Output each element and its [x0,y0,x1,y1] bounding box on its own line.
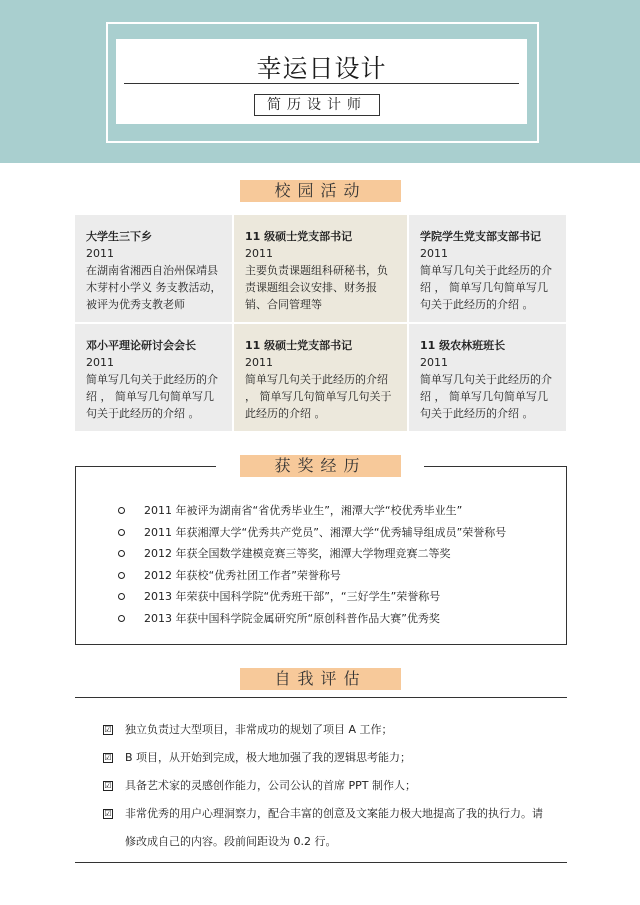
checkbox-icon: ☑ [104,753,112,762]
award-text: 2013 年荣获中国科学院“优秀班干部”，“三好学生”荣誉称号 [144,590,441,603]
award-text: 2011 年被评为湖南省“省优秀毕业生”，湘潭大学“校优秀毕业生” [144,504,463,517]
activity-card [409,324,566,431]
evaluation-text: 独立负责过大型项目，非常成功的规划了项目 A 工作； [125,723,393,736]
bullet-icon [118,572,125,579]
section-title-awards: 获奖经历 [240,455,401,477]
activity-title: 11 级硕士党支部书记 [245,339,353,352]
activity-title: 邓小平理论研讨会会长 [86,339,196,352]
activity-year: 2011 [245,247,273,260]
header-card [116,39,527,124]
evaluation-text: B 项目，从开始到完成，极大地加强了我的逻辑思考能力； [125,751,412,764]
bullet-icon [118,593,125,600]
activity-card [409,215,566,322]
activity-title: 11 级硕士党支部书记 [245,230,353,243]
bullet-icon [118,529,125,536]
activity-year: 2011 [420,247,448,260]
evaluation-item [103,744,553,772]
checkbox-icon: ☑ [104,781,112,790]
activity-desc: 简单写几句关于此经历的介绍 ， 简单写几句简单写几句关于此经历的介绍 。 [420,373,552,420]
activity-year: 2011 [420,356,448,369]
evaluation-top-rule [75,697,567,698]
checkbox-icon: ☑ [104,725,112,734]
bullet-icon [118,615,125,622]
award-item [118,526,558,548]
awards-list [118,504,558,633]
award-item [118,504,558,526]
checkbox-icon: ☑ [104,809,112,818]
activity-desc: 在湖南省湘西自治州保靖县木芽村小学义 务支教活动，被评为优秀支教老师 [86,264,222,311]
activity-year: 2011 [86,356,114,369]
resume-name: 幸运日设计 [256,54,387,83]
award-text: 2012 年获全国数学建模竞赛三等奖，湘潭大学物理竞赛二等奖 [144,547,451,560]
activity-card [75,324,232,431]
award-text: 2012 年获校“优秀社团工作者”荣誉称号 [144,568,341,582]
evaluation-bottom-rule [75,862,567,863]
job-title: 简历设计师 [254,94,380,116]
activity-year: 2011 [86,247,114,260]
activity-year: 2011 [245,356,273,369]
name-divider [124,83,519,84]
award-item [118,569,558,591]
activity-card [234,215,407,322]
activity-card [75,215,232,322]
award-item [118,612,558,634]
activity-desc: 简单写几句关于此经历的介绍 ， 简单写几句简单写几句关于此经历的介绍 。 [245,373,392,420]
section-title-evaluation: 自我评估 [240,668,401,690]
activity-desc: 简单写几句关于此经历的介绍 ， 简单写几句简单写几句关于此经历的介绍 。 [420,264,552,311]
award-item [118,590,558,612]
evaluation-item [103,772,553,800]
award-item [118,547,558,569]
activity-card [234,324,407,431]
bullet-icon [118,507,125,514]
award-text: 2013 年获中国科学院金属研究所“原创科普作品大赛”优秀奖 [144,611,440,625]
evaluation-text: 具备艺术家的灵感创作能力，公司公认的首席 PPT 制作人； [125,779,416,792]
evaluation-list [103,716,553,856]
activities-grid [75,215,566,431]
activity-title: 学院学生党支部支部书记 [420,230,541,243]
activity-title: 11 级农林班班长 [420,339,506,352]
evaluation-text: 非常优秀的用户心理洞察力，配合丰富的创意及文案能力极大地提高了我的执行力。请修改成自己的内容。段前间距设为 0.2 行。 [125,807,543,848]
evaluation-item [103,800,553,856]
activity-desc: 主要负责课题组科研秘书，负责课题组会议安排、财务报销、合同管理等 [245,264,388,311]
section-title-activities: 校园活动 [240,180,401,202]
award-text: 2011 年获湘潭大学“优秀共产党员”、湘潭大学“优秀辅导组成员”荣誉称号 [144,525,507,539]
activity-title: 大学生三下乡 [86,230,152,243]
bullet-icon [118,550,125,557]
activity-desc: 简单写几句关于此经历的介绍 ， 简单写几句简单写几句关于此经历的介绍 。 [86,373,218,420]
evaluation-item [103,716,553,744]
